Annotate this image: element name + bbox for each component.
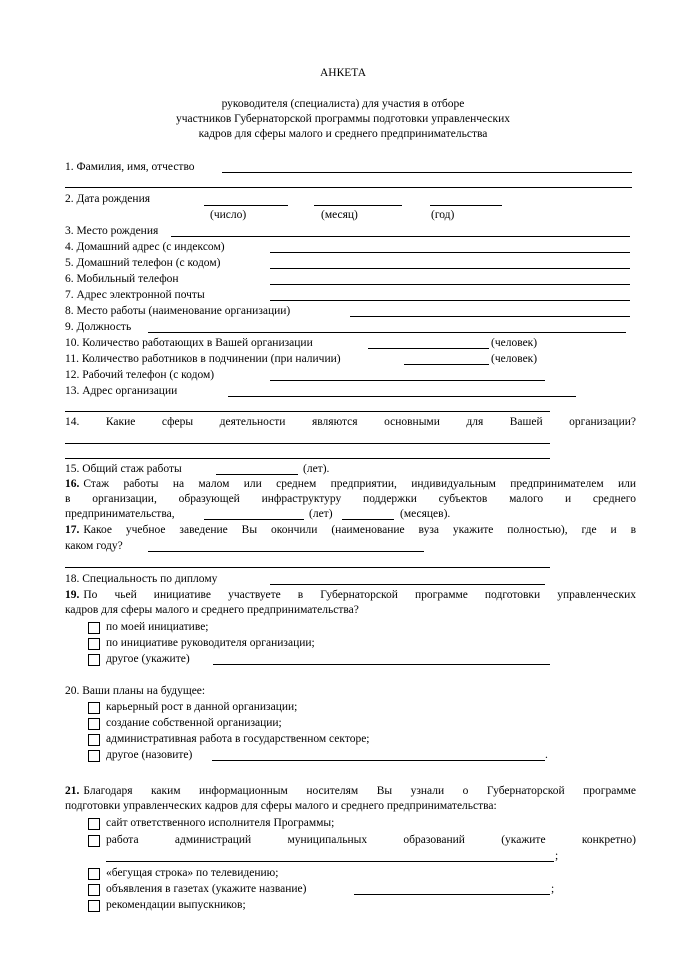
q9-label: 9. Должность [65, 321, 132, 333]
q6-answer-line[interactable] [270, 284, 630, 285]
q21-option-3-label: «бегущая строка» по телевидению; [106, 867, 279, 879]
q16-number: 16. [65, 478, 80, 490]
q21-option-2-word: образований [403, 834, 465, 846]
q16-line-2: в организации, образующей инфраструктуру поддержки субъектов малого и среднего [65, 493, 636, 505]
q5-answer-line[interactable] [270, 268, 630, 269]
q10-answer-line[interactable] [368, 348, 489, 349]
q1-answer-line-2[interactable] [65, 187, 632, 188]
q6-label: 6. Мобильный телефон [65, 273, 179, 285]
q19-option-1-checkbox[interactable] [88, 622, 100, 634]
q14-word: для [466, 416, 484, 428]
q18-label: 18. Специальность по диплому [65, 573, 218, 585]
q17-number: 17. [65, 524, 80, 536]
q20-other-line[interactable] [212, 760, 545, 761]
q1-label: 1. Фамилия, имя, отчество [65, 161, 195, 173]
q15-unit: (лет). [303, 463, 330, 475]
q14-answer-line-2[interactable] [65, 458, 550, 459]
q11-label: 11. Количество работников в подчинении (при наличии) [65, 353, 341, 365]
q2-year-line[interactable] [430, 205, 502, 206]
q10-label: 10. Количество работающих в Вашей организации [65, 337, 313, 349]
q16-text-1: Стаж работы на малом или среднем предприятии, индивидуальным предпринимателем или [83, 478, 636, 490]
q11-answer-line[interactable] [404, 364, 489, 365]
q21-option-4-line[interactable] [354, 894, 550, 895]
q14-word: сферы [161, 416, 194, 428]
q20-option-1-checkbox[interactable] [88, 702, 100, 714]
q19-line-2: кадров для сферы малого и среднего предпринимательства? [65, 604, 359, 616]
q14-word: деятельности [219, 416, 286, 428]
form-subtitle-line-1: руководителя (специалиста) для участия в отборе [221, 98, 465, 110]
q9-answer-line[interactable] [148, 332, 626, 333]
q16-years-line[interactable] [204, 519, 304, 520]
q21-option-2-word: работа [106, 834, 139, 846]
q7-label: 7. Адрес электронной почты [65, 289, 205, 301]
q14-word: 14. [65, 416, 80, 428]
q20-option-3-label: административная работа в государственном секторе; [106, 733, 370, 745]
q8-answer-line[interactable] [350, 316, 630, 317]
q16-months-line[interactable] [342, 519, 394, 520]
q21-option-5-checkbox[interactable] [88, 900, 100, 912]
q21-option-2-line[interactable] [106, 861, 554, 862]
q19-option-2-label: по инициативе руководителя организации; [106, 637, 315, 649]
q20-option-4-checkbox[interactable] [88, 750, 100, 762]
q13-answer-line-2[interactable] [65, 411, 550, 412]
q2-day-caption: (число) [210, 209, 247, 221]
q21-option-2-word: (укажите [501, 834, 546, 846]
q20-option-2-label: создание собственной организации; [106, 717, 282, 729]
q3-answer-line[interactable] [171, 236, 630, 237]
q19-option-3-label: другое (укажите) [106, 653, 190, 665]
q21-line-1 [65, 784, 636, 798]
q14-word: Какие [105, 416, 136, 428]
q2-month-line[interactable] [314, 205, 402, 206]
q8-label: 8. Место работы (наименование организации) [65, 305, 291, 317]
q21-text-1: Благодаря каким информационным носителям Вы узнали о Губернаторской программе [83, 785, 636, 797]
q13-label: 13. Адрес организации [65, 385, 178, 397]
q14-question [65, 415, 636, 429]
q14-word: организации? [569, 416, 636, 428]
q13-answer-line[interactable] [228, 396, 576, 397]
q19-option-2-checkbox[interactable] [88, 638, 100, 650]
q19-number: 19. [65, 589, 80, 601]
q21-number: 21. [65, 785, 80, 797]
q14-word: Вашей [509, 416, 543, 428]
q21-option-4-checkbox[interactable] [88, 884, 100, 896]
q17-answer-line[interactable] [148, 551, 424, 552]
q19-text-1: По чьей инициативе участвуете в Губернаторской программе подготовки управленческих [83, 589, 636, 601]
q21-option-2-checkbox[interactable] [88, 835, 100, 847]
q15-label: 15. Общий стаж работы [65, 463, 182, 475]
q14-answer-line-1[interactable] [65, 443, 550, 444]
q2-year-caption: (год) [431, 209, 455, 221]
q20-option-4-label: другое (назовите) [106, 749, 193, 761]
q21-option-1-label: сайт ответственного исполнителя Программы; [106, 817, 335, 829]
q12-answer-line[interactable] [270, 380, 545, 381]
q19-line-1 [65, 588, 636, 602]
q7-answer-line[interactable] [270, 300, 630, 301]
q21-option-5-label: рекомендации выпускников; [106, 899, 246, 911]
q11-unit: (человек) [491, 353, 538, 365]
q5-label: 5. Домашний телефон (с кодом) [65, 257, 221, 269]
q16-line-1 [65, 477, 636, 491]
q21-option-4-label: объявления в газетах (укажите название) [106, 883, 307, 895]
q21-option-1-checkbox[interactable] [88, 818, 100, 830]
q4-answer-line[interactable] [270, 252, 630, 253]
q15-answer-line[interactable] [216, 474, 298, 475]
q2-label: 2. Дата рождения [65, 193, 151, 205]
q17-line-2: каком году? [65, 540, 123, 552]
q1-answer-line[interactable] [222, 172, 632, 173]
q2-month-caption: (месяц) [321, 209, 358, 221]
q12-label: 12. Рабочий телефон (с кодом) [65, 369, 215, 381]
q21-line-2: подготовки управленческих кадров для сферы малого и среднего предпринимательства: [65, 800, 497, 812]
q2-day-line[interactable] [204, 205, 288, 206]
q16-months-unit: (месяцев). [400, 508, 451, 520]
q20-option-2-checkbox[interactable] [88, 718, 100, 730]
q21-option-4-semicolon: ; [551, 883, 555, 895]
form-subtitle-line-3: кадров для сферы малого и среднего предпринимательства [198, 128, 488, 140]
q20-option-1-label: карьерный рост в данной организации; [106, 701, 298, 713]
q19-option-3-checkbox[interactable] [88, 654, 100, 666]
q14-word: основными [384, 416, 440, 428]
q21-option-2-semicolon: ; [555, 850, 559, 862]
q18-answer-line[interactable] [270, 584, 545, 585]
q19-option-1-label: по моей инициативе; [106, 621, 209, 633]
q20-option-3-checkbox[interactable] [88, 734, 100, 746]
q16-line-3-start: предпринимательства, [65, 508, 175, 520]
q10-unit: (человек) [491, 337, 538, 349]
q16-years-unit: (лет) [309, 508, 333, 520]
q17-answer-line-2[interactable] [65, 567, 550, 568]
q19-other-line[interactable] [213, 664, 550, 665]
q21-option-2-label [106, 833, 636, 847]
q3-label: 3. Место рождения [65, 225, 159, 237]
q20-label: 20. Ваши планы на будущее: [65, 685, 206, 697]
q17-text-1: Какое учебное заведение Вы окончили (наименование вуза укажите полностью), где и в [83, 524, 636, 536]
q14-word: являются [311, 416, 358, 428]
q21-option-2-word: муниципальных [287, 834, 368, 846]
q4-label: 4. Домашний адрес (с индексом) [65, 241, 225, 253]
q21-option-2-word: конкретно) [581, 834, 636, 846]
q21-option-2-word: администраций [174, 834, 252, 846]
form-subtitle-line-2: участников Губернаторской программы подготовки управленческих [175, 113, 511, 125]
q20-other-period: . [545, 749, 548, 761]
q21-option-3-checkbox[interactable] [88, 868, 100, 880]
q17-line-1 [65, 523, 636, 537]
form-title: АНКЕТА [319, 67, 367, 79]
